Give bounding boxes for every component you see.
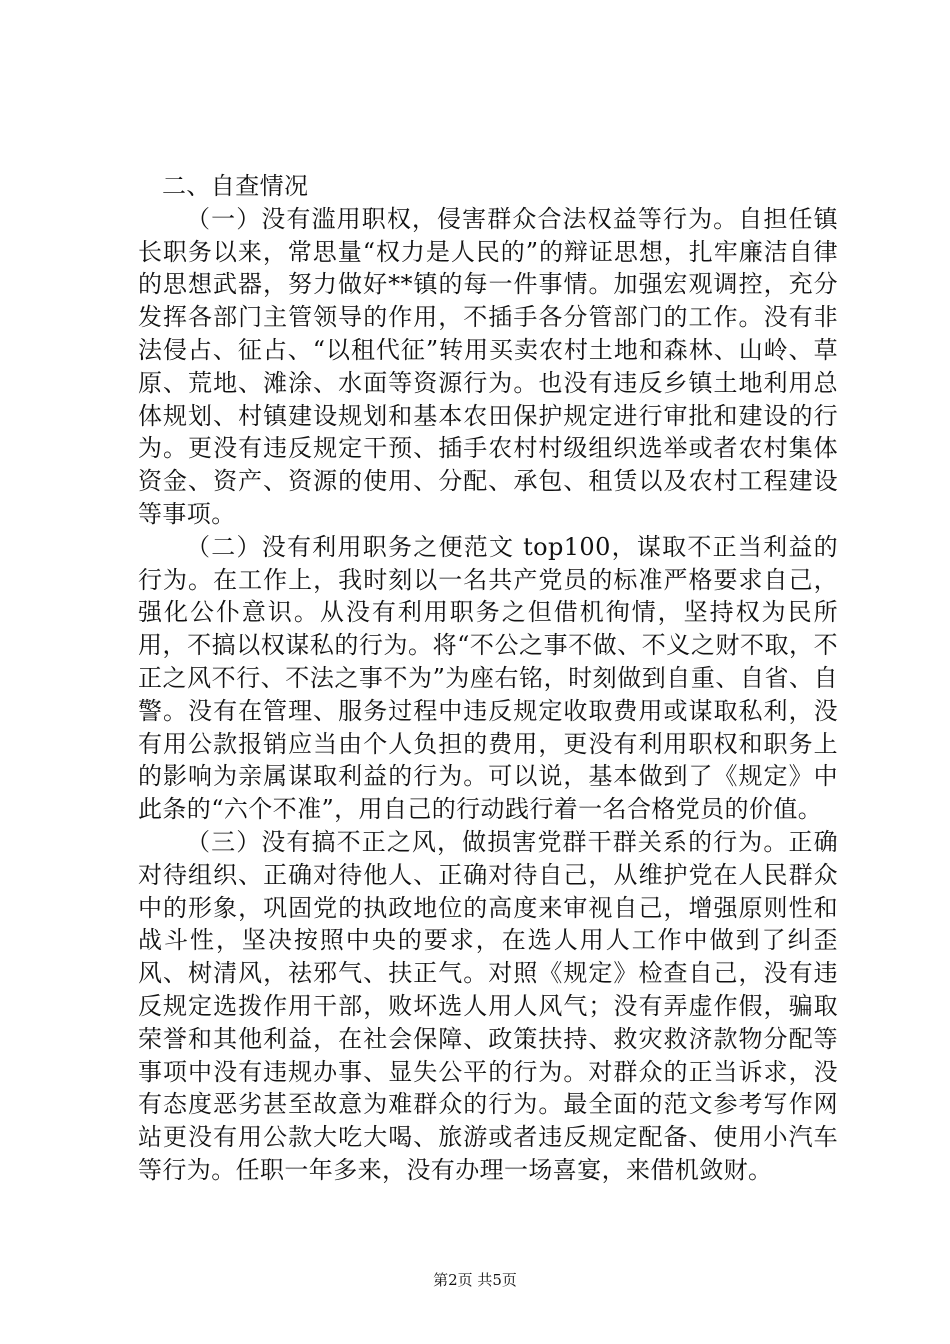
section-heading: 二、自查情况 [162, 172, 309, 200]
page-footer [0, 1270, 950, 1290]
paragraph-2: （二）没有利用职务之便范文 top100，谋取不正当利益的行为。在工作上，我时刻以一名共产党员的标准严格要求自己，强化公仆意识。从没有利用职务之但借机徇情，坚持权为民所用，不搞以权谋私的行为。将“不公之事不做、不义之财不取，不正之风不行、不法之事不为”为座右铭，时刻做到自重、自省、自警。没有在管理、服务过程中违反规定收取费用或谋取私利，没有用公款报销应当由个人负担的费用，更没有利用职权和职务上的影响为亲属谋取利益的行为。可以说，基本做到了《规定》中此条的“六个不准”，用自己的行动践行着一名合格党员的价值。 [138, 532, 838, 824]
paragraph-1: （一）没有滥用职权，侵害群众合法权益等行为。自担任镇长职务以来，常思量“权力是人民的”的辩证思想，扎牢廉洁自律的思想武器，努力做好**镇的每一件事情。加强宏观调控，充分发挥各部门主管领导的作用，不插手各分管部门的工作。没有非法侵占、征占、“以租代征”转用买卖农村土地和森林、山岭、草原、荒地、滩涂、水面等资源行为。也没有违反乡镇土地利用总体规划、村镇建设规划和基本农田保护规定进行审批和建设的行为。更没有违反规定干预、插手农村村级组织选举或者农村集体资金、资产、资源的使用、分配、承包、租赁以及农村工程建设等事项。 [138, 204, 838, 528]
document-body [138, 170, 838, 1187]
page-number-indicator: 第2页 共5页 [433, 1271, 517, 1289]
paragraph-3: （三）没有搞不正之风，做损害党群干群关系的行为。正确对待组织、正确对待他人、正确对待自己，从维护党在人民群众中的形象，巩固党的执政地位的高度来审视自己，增强原则性和战斗性，坚决按照中央的要求，在选人用人工作中做到了纠歪风、树清风，祛邪气、扶正气。对照《规定》检查自己，没有违反规定选拨作用干部，败坏选人用人风气；没有弄虚作假，骗取荣誉和其他利益，在社会保障、政策扶持、救灾救济款物分配等事项中没有违规办事、显失公平的行为。对群众的正当诉求，没有态度恶劣甚至故意为难群众的行为。最全面的范文参考写作网站更没有用公款大吃大喝、旅游或者违反规定配备、使用小汽车等行为。任职一年多来，没有办理一场喜宴，来借机敛财。 [138, 827, 838, 1184]
